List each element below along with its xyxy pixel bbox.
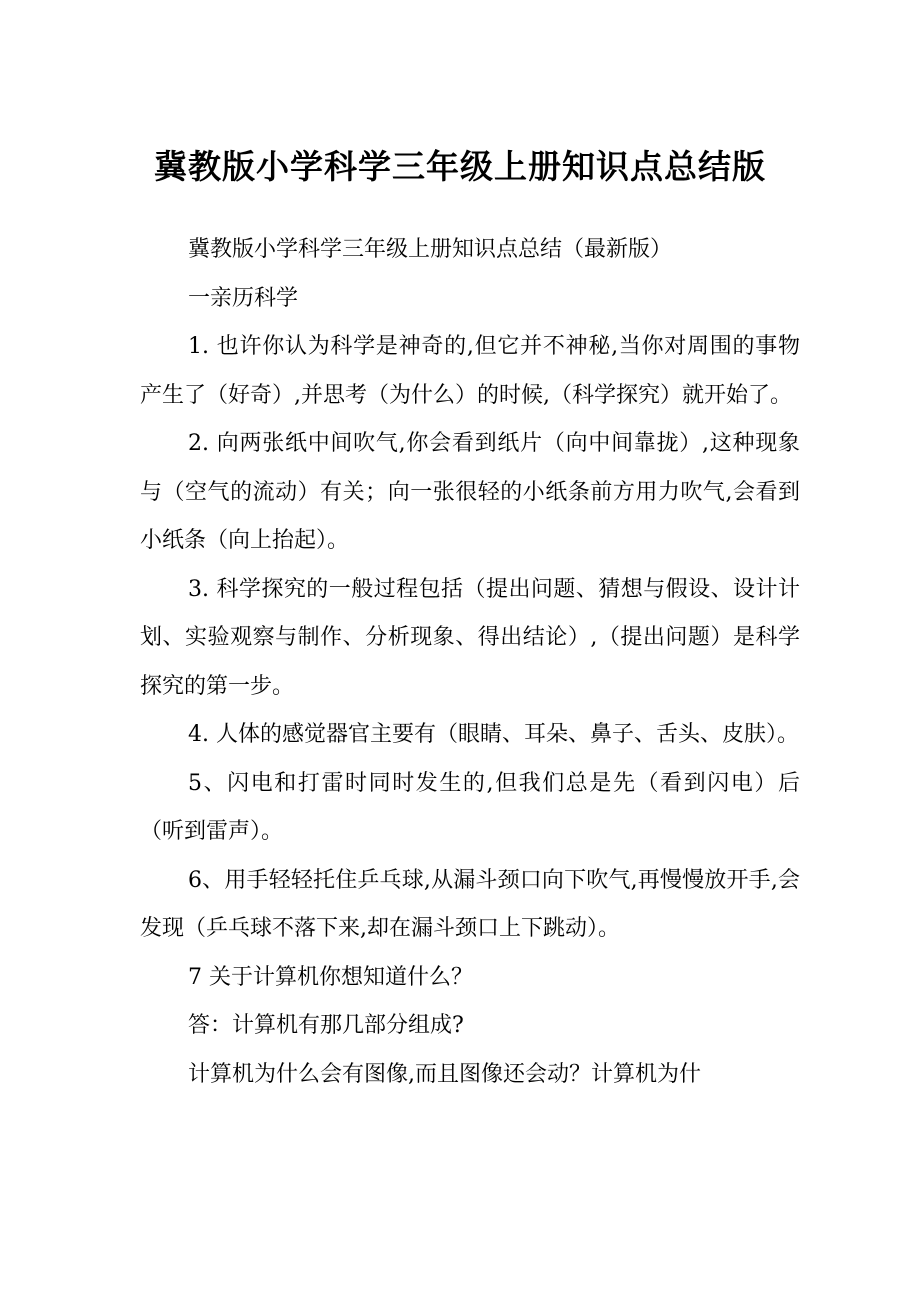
paragraph-answer: 答：计算机有那几部分组成? bbox=[188, 1013, 464, 1038]
document-body bbox=[140, 226, 800, 1099]
paragraph-item-2: 2. 向两张纸中间吹气,你会看到纸片（向中间靠拢）,这种现象与（空气的流动）有关；向一张很轻的小纸条前方用力吹气,会看到小纸条（向上抬起）。 bbox=[140, 431, 800, 553]
paragraph-continued: 计算机为什么会有图像,而且图像还会动？计算机为什 bbox=[188, 1061, 701, 1087]
paragraph-item-3: 3. 科学探究的一般过程包括（提出问题、猜想与假设、设计计划、实验观察与制作、分析现象、得出结论）,（提出问题）是科学探究的第一步。 bbox=[140, 576, 800, 699]
paragraph-section-heading: 一亲历科学 bbox=[188, 285, 299, 311]
paragraph-subtitle: 冀教版小学科学三年级上册知识点总结（最新版） bbox=[188, 237, 673, 262]
paragraph-item-4: 4. 人体的感觉器官主要有（眼睛、耳朵、鼻子、舌头、皮肤）。 bbox=[188, 722, 799, 747]
paragraph-item-6: 6、用手轻轻托住乒乓球,从漏斗颈口向下吹气,再慢慢放开手,会发现（乒乓球不落下来,却在漏斗颈口上下跳动）。 bbox=[140, 867, 800, 941]
paragraph-item-7: 7 关于计算机你想知道什么？ bbox=[188, 964, 473, 990]
document-title: 冀教版小学科学三年级上册知识点总结版 bbox=[154, 147, 766, 186]
paragraph-item-1: 1. 也许你认为科学是神奇的,但它并不神秘,当你对周围的事物产生了（好奇）,并思考（为什么）的时候,（科学探究）就开始了。 bbox=[140, 334, 800, 408]
paragraph-item-5: 5、闪电和打雷时同时发生的,但我们总是先（看到闪电）后（听到雷声）。 bbox=[140, 770, 800, 844]
